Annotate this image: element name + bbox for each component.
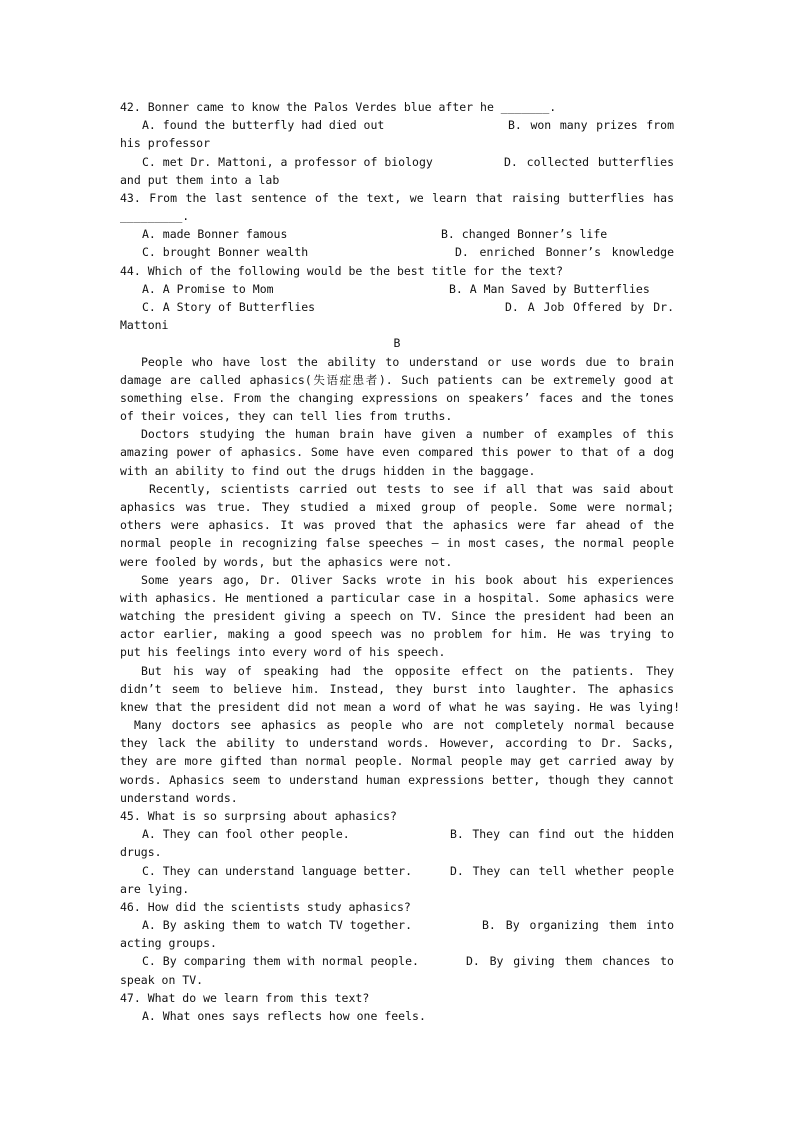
option-right: B. They can find out the hidden <box>450 827 674 842</box>
option-left: C. met Dr. Mattoni, a professor of biology <box>142 154 433 169</box>
option-left: A. By asking them to watch TV together. <box>142 918 413 933</box>
text-line <box>120 98 674 116</box>
text-line <box>120 353 674 371</box>
text-line <box>120 534 674 552</box>
text-line <box>120 807 674 825</box>
text-line <box>120 189 674 207</box>
text-line <box>120 207 674 225</box>
option-right: D. They can tell whether people <box>450 863 674 878</box>
option-left: C. By comparing them with normal people. <box>142 954 419 969</box>
option-left: A. made Bonner famous <box>142 227 288 242</box>
option-right: B. won many prizes from <box>508 118 674 133</box>
line-text: Mattoni <box>120 318 169 333</box>
line-text: with aphasics. He mentioned a particular case in a hospital. Some aphasics were <box>120 590 674 605</box>
option-left: C. A Story of Butterflies <box>142 299 316 314</box>
text-line <box>120 425 674 443</box>
text-line <box>120 553 674 571</box>
line-text: actor earlier, making a good speech was no problem for him. He was trying to <box>120 627 674 642</box>
line-text: words. Aphasics seem to understand human expressions better, though they cannot <box>120 772 674 787</box>
text-line <box>120 752 674 770</box>
line-text: But his way of speaking had the opposite effect on the patients. They <box>141 663 674 678</box>
line-text: 42. Bonner came to know the Palos Verdes blue after he _______. <box>120 100 557 114</box>
line-text: Recently, scientists carried out tests to see if all that was said about <box>149 481 674 496</box>
text-line <box>120 498 674 516</box>
option-right: B. changed Bonner’s life <box>441 227 608 242</box>
option-left: A. They can fool other people. <box>142 827 350 842</box>
text-line <box>120 443 674 461</box>
line-text: Some years ago, Dr. Oliver Sacks wrote in his book about his experiences <box>141 572 674 587</box>
text-line <box>120 607 674 625</box>
text-line <box>120 134 674 152</box>
text-line <box>120 589 674 607</box>
option-right: D. A Job Offered by Dr. <box>505 299 674 314</box>
line-text: of their voices, they can tell lies from truths. <box>120 409 453 424</box>
text-line <box>120 680 674 698</box>
text-line <box>120 862 674 880</box>
line-text: 46. How did the scientists study aphasics? <box>120 899 411 914</box>
line-text: 45. What is so surprsing about aphasics? <box>120 809 397 824</box>
option-right: B. A Man Saved by Butterflies <box>449 281 650 296</box>
line-text: watching the president giving a speech on TV. Since the president had been an <box>120 609 674 624</box>
line-text: normal people in recognizing false speeches — in most cases, the normal people <box>120 536 674 551</box>
option-right: D. collected butterflies <box>504 154 674 169</box>
text-line <box>120 698 680 716</box>
line-text: amazing power of aphasics. Some have even compared this power to that of a dog <box>120 445 674 460</box>
text-line <box>120 225 674 243</box>
text-line <box>120 262 674 280</box>
text-line <box>120 880 674 898</box>
text-line <box>120 625 674 643</box>
text-line <box>120 898 674 916</box>
line-text: People who have lost the ability to understand or use words due to brain <box>141 354 674 369</box>
line-text: with an ability to find out the drugs hidden in the baggage. <box>120 463 536 478</box>
line-text: didn’t seem to believe him. Instead, they burst into laughter. The aphasics <box>120 681 674 696</box>
line-text: others were aphasics. It was proved that the aphasics were far ahead of the <box>120 518 674 533</box>
text-line <box>120 407 674 425</box>
line-text: they are more gifted than normal people. Normal people may get carried away by <box>120 754 674 769</box>
line-text: acting groups. <box>120 936 217 951</box>
line-text: were fooled by words, but the aphasics were not. <box>120 554 453 569</box>
text-line <box>120 298 674 316</box>
option-right: D. By giving them chances to <box>466 954 674 969</box>
text-line <box>120 952 674 970</box>
line-text: something else. From the changing expressions on speakers’ faces and the tones <box>120 390 674 405</box>
line-text: are lying. <box>120 881 190 896</box>
option-left: A. found the butterfly had died out <box>142 118 385 133</box>
text-line <box>120 389 674 407</box>
line-text: speak on TV. <box>120 972 204 987</box>
text-line <box>120 843 674 861</box>
text-line <box>120 516 674 534</box>
text-line <box>120 171 674 189</box>
text-line <box>120 334 674 352</box>
text-line <box>120 371 674 389</box>
line-text: 44. Which of the following would be the best title for the text? <box>120 263 564 278</box>
text-line <box>120 571 674 589</box>
line-text: damage are called aphasics(失语症患者). Such patients can be extremely good at <box>120 372 674 387</box>
text-line <box>120 716 674 734</box>
text-line <box>120 989 674 1007</box>
line-text: knew that the president did not mean a word of what he was saying. He was lying! <box>120 699 680 714</box>
text-line <box>120 280 674 298</box>
line-text: they lack the ability to understand words. However, according to Dr. Sacks, <box>120 736 674 751</box>
text-line <box>120 662 674 680</box>
text-line <box>120 480 674 498</box>
option-left: C. They can understand language better. <box>142 863 413 878</box>
line-text: 47. What do we learn from this text? <box>120 990 370 1005</box>
text-line <box>120 316 674 334</box>
option-right: D. enriched Bonner’s knowledge <box>455 245 674 260</box>
text-line <box>120 734 674 752</box>
line-text: aphasics was true. They studied a mixed group of people. Some were normal; <box>120 499 674 514</box>
text-line <box>120 153 674 171</box>
line-text: Many doctors see aphasics as people who are not completely normal because <box>134 718 674 733</box>
text-line <box>120 243 674 261</box>
text-line <box>120 971 674 989</box>
option-right: B. By organizing them into <box>482 918 674 933</box>
text-line <box>120 771 674 789</box>
text-line <box>120 1007 674 1025</box>
text-line <box>120 934 674 952</box>
line-text: drugs. <box>120 845 162 860</box>
line-text: and put them into a lab <box>120 172 280 187</box>
option-left: A. A Promise to Mom <box>142 281 274 296</box>
section-heading: B <box>393 336 401 351</box>
line-text: A. What ones says reflects how one feels. <box>142 1009 426 1023</box>
text-line <box>120 462 674 480</box>
line-text: understand words. <box>120 790 238 805</box>
text-line <box>120 116 674 134</box>
option-left: C. brought Bonner wealth <box>142 245 309 260</box>
text-line <box>120 916 674 934</box>
text-line <box>120 643 674 661</box>
text-line <box>120 825 674 843</box>
line-text: Doctors studying the human brain have given a number of examples of this <box>141 427 674 442</box>
text-line <box>120 789 674 807</box>
line-text: his professor <box>120 136 211 151</box>
line-text: _________. <box>120 209 190 224</box>
line-text: put his feelings into every word of his speech. <box>120 645 446 660</box>
line-text: 43. From the last sentence of the text, we learn that raising butterflies has <box>120 190 674 205</box>
